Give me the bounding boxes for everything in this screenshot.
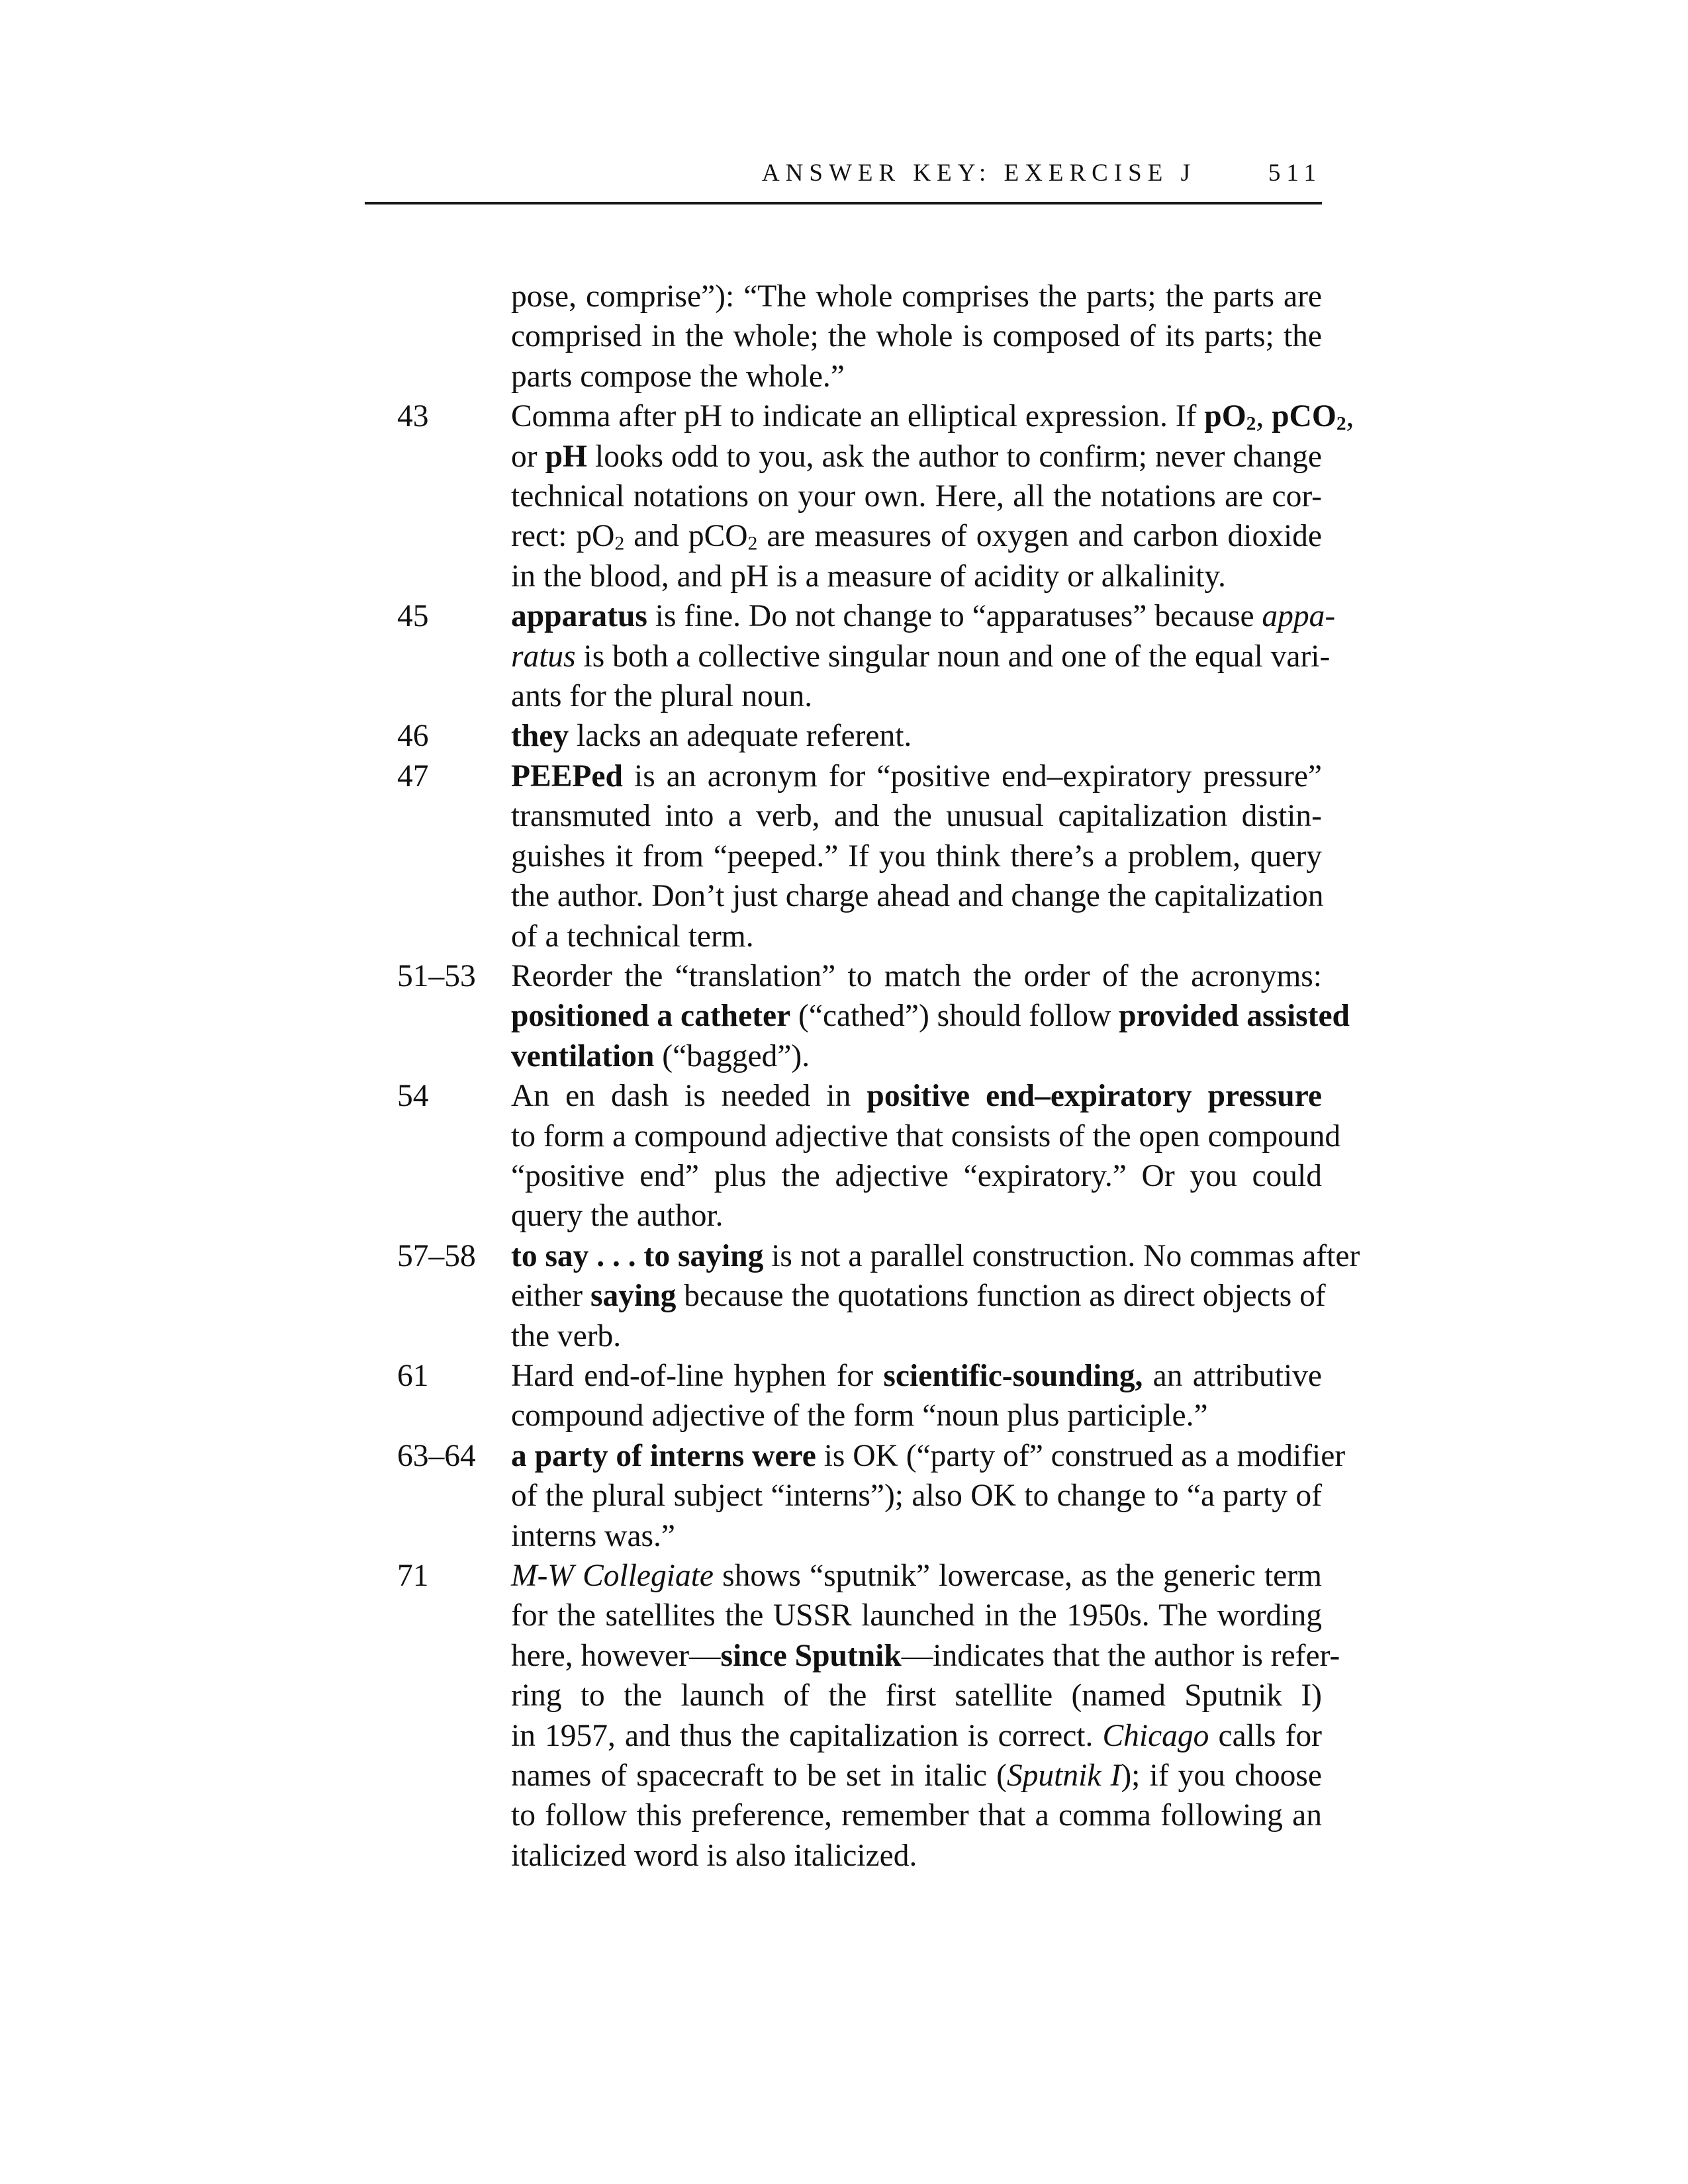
- answer-entry-47: [397, 756, 1322, 956]
- answer-entry-43: [397, 396, 1354, 596]
- entry-text: [511, 1356, 1322, 1436]
- text-line: italicized word is also italicized.: [511, 1838, 917, 1873]
- text-line: here, however—since Sputnik—indicates that the author is refer-: [511, 1638, 1340, 1673]
- entry-text: [511, 716, 1322, 756]
- entry-line-number: 46: [397, 719, 429, 754]
- answer-entry-45: [397, 596, 1336, 716]
- text-line: apparatus is fine. Do not change to “apparatuses” because appa-: [511, 599, 1336, 634]
- text-line: to form a compound adjective that consists of the open compound: [511, 1118, 1341, 1154]
- text-line: guishes it from “peeped.” If you think there’s a problem, query: [511, 839, 1322, 874]
- text-line: PEEPed is an acronym for “positive end–expiratory pressure”: [511, 758, 1322, 794]
- text-line: rect: $pO_2$ and pCO$_2$ are measures of oxygen and carbon dioxide: [511, 519, 1322, 555]
- entry-line-number: 71: [397, 1559, 429, 1593]
- entry-line-number: 61: [397, 1358, 429, 1393]
- text-line: “positive end” plus the adjective “expiratory.” Or you could: [511, 1158, 1322, 1193]
- entry-line-number: 57–58: [397, 1238, 476, 1273]
- text-line: either saying because the quotations function as direct objects of: [511, 1279, 1326, 1314]
- text-line: comprised in the whole; the whole is composed of its parts; the: [511, 319, 1322, 354]
- text-line: query the author.: [511, 1199, 724, 1234]
- entry-text: [511, 1436, 1346, 1556]
- text-line: compound adjective of the form “noun plus participle.”: [511, 1398, 1208, 1433]
- text-line: they lacks an adequate referent.: [511, 719, 912, 754]
- answer-entry-71: [397, 1556, 1340, 1876]
- entry-text: [511, 1076, 1341, 1236]
- text-line: transmuted into a verb, and the unusual capitalization distin-: [511, 799, 1322, 834]
- text-line: ventilation (“bagged”).: [511, 1038, 810, 1073]
- entry-line-number: 47: [397, 758, 429, 794]
- text-line: parts compose the whole.”: [511, 359, 845, 394]
- entry-text: [511, 956, 1350, 1076]
- text-line: of a technical term.: [511, 919, 754, 954]
- answer-key-body: [397, 277, 1360, 1876]
- answer-entry-continued: [397, 277, 1322, 396]
- text-line: ants for the plural noun.: [511, 679, 813, 714]
- page-number: 511: [1268, 159, 1322, 187]
- text-line: Hard end-of-line hyphen for scientific-sounding, an attributive: [511, 1358, 1322, 1393]
- entry-text: [511, 596, 1336, 716]
- running-head: [365, 154, 1322, 193]
- text-line: interns was.”: [511, 1518, 675, 1553]
- entry-text: [511, 396, 1354, 596]
- text-line: or pH looks odd to you, ask the author to confirm; never change: [511, 439, 1322, 474]
- entry-text: [511, 1236, 1360, 1356]
- entry-line-number: 54: [397, 1079, 429, 1114]
- text-line: An en dash is needed in positive end–expiratory pressure: [511, 1079, 1322, 1114]
- text-line: to follow this preference, remember that a comma following an: [511, 1798, 1322, 1833]
- entry-line-number: 43: [397, 399, 429, 434]
- text-line: Reorder the “translation” to match the order of the acronyms:: [511, 958, 1322, 993]
- text-line: ratus is both a collective singular noun and one of the equal vari-: [511, 639, 1331, 674]
- text-line: to say . . . to saying is not a parallel construction. No commas after: [511, 1238, 1360, 1273]
- running-head-title: ANSWER KEY: EXERCISE J: [761, 159, 1196, 187]
- text-line: a party of interns were is OK (“party of” construed as a modifier: [511, 1438, 1346, 1473]
- text-line: the author. Don’t just charge ahead and change the capitalization: [511, 879, 1324, 914]
- entry-text: [511, 277, 1322, 396]
- text-line: for the satellites the USSR launched in the 1950s. The wording: [511, 1598, 1322, 1633]
- text-line: of the plural subject “interns”); also OK to change to “a party of: [511, 1479, 1322, 1514]
- entry-line-number: 63–64: [397, 1438, 476, 1473]
- text-line: positioned a catheter (“cathed”) should follow provided assisted: [511, 999, 1350, 1034]
- answer-entry-46: [397, 716, 1322, 756]
- answer-entry-61: [397, 1356, 1322, 1436]
- text-line: ring to the launch of the first satellite (named Sputnik I): [511, 1678, 1322, 1713]
- answer-entry-54: [397, 1076, 1341, 1236]
- text-line: in the blood, and pH is a measure of acidity or alkalinity.: [511, 559, 1226, 594]
- text-line: Comma after pH to indicate an elliptical expression. If $pO_2$, pCO$_2$,: [511, 399, 1354, 435]
- text-line: M-W Collegiate shows “sputnik” lowercase, as the generic term: [511, 1559, 1323, 1593]
- answer-entry-63-64: [397, 1436, 1346, 1556]
- answer-entry-51-53: [397, 956, 1350, 1076]
- text-line: names of spacecraft to be set in italic (Sputnik I); if you choose: [511, 1758, 1322, 1794]
- text-line: the verb.: [511, 1318, 622, 1353]
- entry-line-number: 45: [397, 599, 429, 634]
- entry-text: [511, 756, 1322, 956]
- text-line: technical notations on your own. Here, all the notations are cor-: [511, 479, 1322, 514]
- text-line: in 1957, and thus the capitalization is correct. Chicago calls for: [511, 1718, 1322, 1753]
- entry-line-number: 51–53: [397, 958, 476, 993]
- header-rule: [365, 202, 1322, 205]
- entry-text: [511, 1556, 1340, 1876]
- answer-entry-57-58: [397, 1236, 1360, 1356]
- text-line: pose, comprise”): “The whole comprises the parts; the parts are: [511, 279, 1322, 314]
